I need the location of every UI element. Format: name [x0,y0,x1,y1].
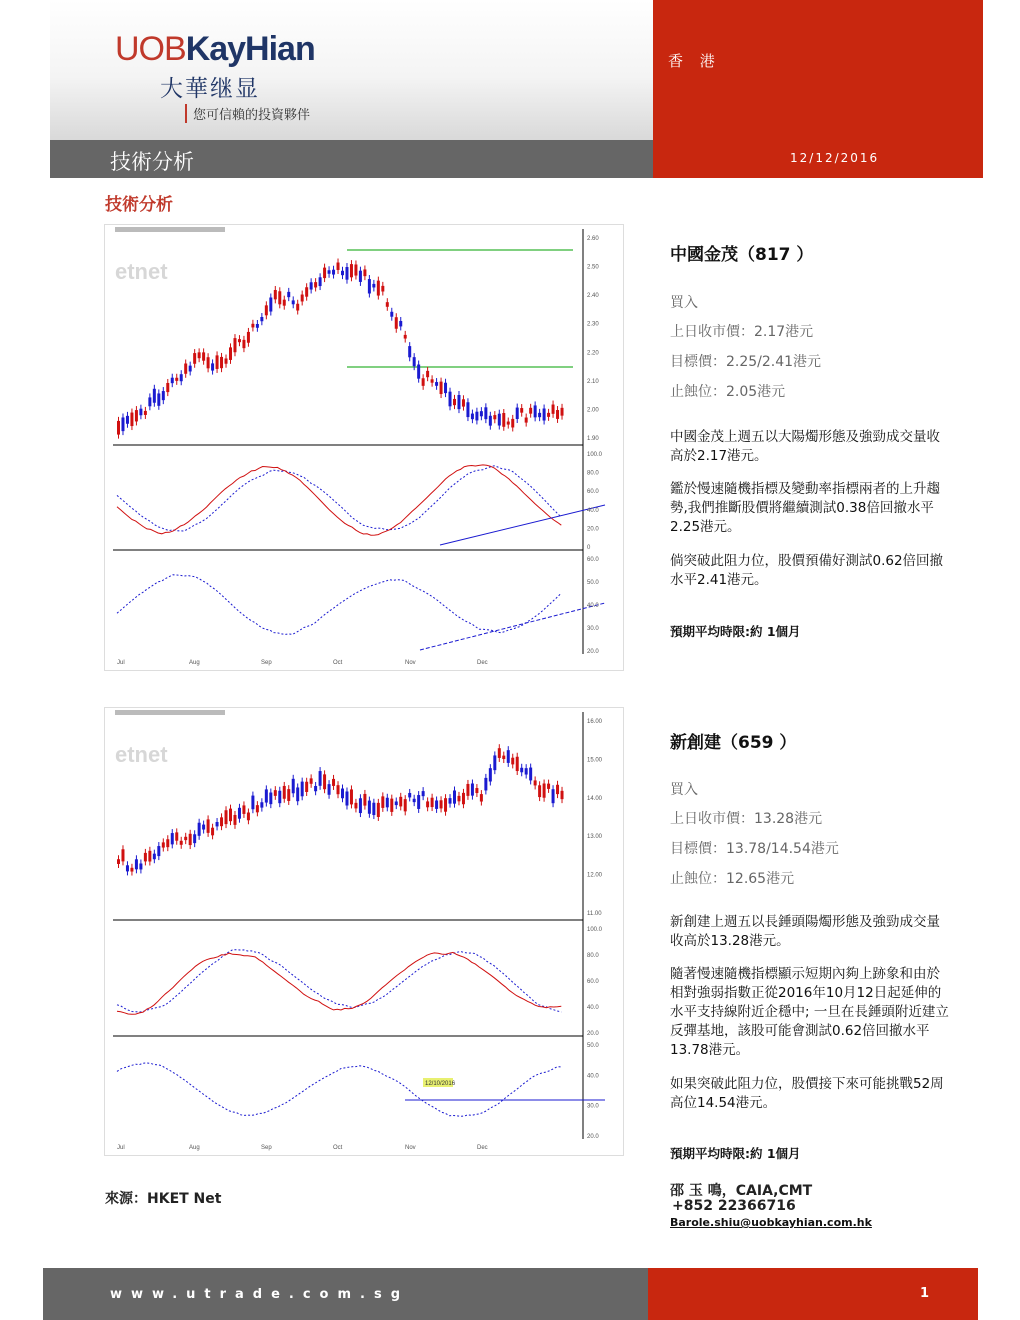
candle-body [489,416,492,426]
candle-body [484,778,487,791]
candle-body [440,382,443,394]
stock1-stop: 止蝕位：2.05港元 [670,384,786,400]
candle-body [449,392,452,407]
candle-body [301,782,304,797]
candle-body [305,782,308,792]
candle-body [323,774,326,789]
candle-body [225,358,228,363]
candle-body [480,794,483,801]
candle-body [538,785,541,797]
candle-body [121,417,124,431]
stock-chart-817 [104,224,624,671]
chart-659-svg [105,708,623,1155]
candle-body [363,794,366,806]
candle-body [466,402,469,417]
candle-body [449,798,452,804]
candle-body [547,784,550,789]
candle-body [489,768,492,781]
candle-body [247,813,250,821]
brand-uob: UOB [115,30,186,68]
candle-body [431,379,434,382]
candle-body [359,798,362,813]
candle-body [135,410,138,421]
section-title: 技術分析 [105,195,173,215]
etnet-watermark: etnet [115,742,168,767]
oscillator2-tick-label: 20.0 [587,1134,599,1140]
price-tick-label: 14.00 [587,795,603,802]
candle-body [283,300,286,306]
candle-body [287,292,290,297]
candle-body [516,757,519,771]
candle-body [148,397,151,406]
oscillator1-tick-label: 40.0 [587,507,599,514]
candle-body [144,853,147,862]
date-tick-label: Sep [261,660,272,666]
candle-body [413,799,416,802]
candle-body [319,277,322,286]
candle-body [417,365,420,379]
candle-body [368,801,371,814]
candle-body [561,791,564,799]
candle-body [502,413,505,427]
candle-body [529,768,532,781]
candle-body [426,801,429,807]
candle-body [238,808,241,819]
candle-body [238,339,241,342]
candle-body [498,748,501,758]
candle-body [462,399,465,406]
candle-body [292,779,295,793]
candle-body [498,414,501,426]
price-tick-label: 12.00 [587,872,603,879]
stochastic-k-line [117,466,561,531]
candle-body [233,338,236,352]
candle-body [404,335,407,339]
brand-kayhian: KayHian [185,30,315,68]
candle-body [193,353,196,364]
candle-body [171,833,174,844]
candle-body [269,793,272,805]
oscillator2-tick-label: 50.0 [587,1043,599,1049]
stock1-horizon: 預期平均時限:約 1個月 [670,624,801,639]
candle-body [157,846,160,856]
candle-body [265,305,268,315]
stock2-para1: 新創建上週五以長錘頭陽燭形態及強勁成交量收高於13.28港元。 [670,914,940,949]
roc-line [117,575,561,635]
candle-body [386,798,389,808]
oscillator1-tick-label: 60.0 [587,489,599,496]
candle-body [475,412,478,421]
analyst-name: 邵 玉 鳴，CAIA,CMT [670,1183,813,1199]
date-tick-label: Sep [261,1145,272,1151]
chart-817-svg [105,225,623,670]
candle-body [552,789,555,803]
candle-body [256,805,259,812]
candle-body [198,352,201,358]
candle-body [404,799,407,811]
candle-body [251,796,254,810]
candle-body [345,267,348,280]
support-trendline [420,603,605,650]
support-trendline [440,505,605,545]
candle-body [314,786,317,791]
candle-body [516,408,519,419]
candle-body [153,389,156,403]
source-note: 來源：HKET Net [105,1191,222,1207]
candle-body [184,364,187,374]
candle-body [144,411,147,415]
date-tick-label: Dec [477,660,488,666]
candle-body [135,859,138,869]
candle-body [251,324,254,328]
price-tick-label: 16.00 [587,719,603,725]
stock2-target: 目標價：13.78/14.54港元 [670,841,839,857]
candle-body [507,422,510,425]
price-tick-label: 1.90 [587,436,599,442]
candle-body [350,789,353,804]
candle-body [444,383,447,393]
date-tick-label: Aug [189,660,200,666]
candle-body [538,413,541,417]
candle-body [426,371,429,377]
candle-body [390,312,393,317]
candle-body [220,817,223,826]
candle-body [547,413,550,417]
candle-body [466,784,469,796]
candle-body [372,284,375,288]
candle-body [502,756,505,759]
header-logo-area [50,0,653,140]
date-tick-label: Aug [189,1145,200,1151]
candle-body [345,791,348,805]
stock1-para3: 倘突破此阻力位，股價預備好測試0.62倍回撤水平2.41港元。 [670,553,944,588]
candle-body [301,295,304,302]
candle-body [216,822,219,826]
chart-header-text [115,710,225,715]
candle-body [507,750,510,763]
candle-body [431,798,434,807]
stock2-para3: 如果突破此阻力位，股價接下來可能挑戰52周高位14.54港元。 [670,1076,944,1111]
candle-body [408,793,411,797]
oscillator1-tick-label: 0 [587,545,591,551]
date-tick-label: Jul [117,1145,125,1151]
oscillator1-tick-label: 40.0 [587,1005,599,1011]
candle-body [207,357,210,368]
candle-body [166,383,169,392]
candle-body [310,778,313,783]
price-tick-label: 11.00 [587,911,602,917]
candle-body [511,758,514,765]
candle-body [153,854,156,860]
date-tick-label: Nov [405,1145,416,1151]
candle-body [475,788,478,793]
page-number: 1 [920,1286,930,1301]
candle-body [162,842,165,847]
candle-body [337,263,340,270]
oscillator1-tick-label: 100.0 [587,452,603,458]
candle-body [350,264,353,277]
candle-body [511,419,514,428]
candle-body [453,399,456,405]
candle-body [305,287,308,296]
price-tick-label: 15.00 [587,757,603,764]
candle-body [117,859,120,864]
stochastic-d-line [117,465,561,535]
stochastic-k-line [117,950,561,1012]
candle-body [274,790,277,796]
candle-body [493,415,496,419]
candle-body [184,837,187,840]
oscillator2-tick-label: 40.0 [587,1073,599,1080]
candle-body [162,391,165,400]
price-tick-label: 2.40 [587,293,599,300]
candle-body [189,834,192,845]
candle-body [260,802,263,807]
candle-body [319,771,322,786]
candle-body [278,291,281,304]
candle-body [292,300,295,304]
footer-website-link[interactable]: www.utrade.com.sg [110,1287,410,1302]
brand-tagline: 您可信賴的投資夥伴 [185,104,310,123]
candle-body [283,786,286,799]
candle-body [229,347,232,360]
candle-body [552,405,555,414]
candle-body [395,317,398,329]
price-tick-label: 13.00 [587,834,603,841]
candle-body [202,825,205,830]
candle-body [332,270,335,275]
oscillator2-tick-label: 50.0 [587,580,599,586]
candle-body [381,286,384,292]
candle-body [422,378,425,386]
candle-body [462,793,465,804]
date-badge: 12/10/2016 [425,1081,456,1087]
etnet-watermark: etnet [115,259,168,284]
candle-body [242,340,245,348]
stock2-horizon: 預期平均時限:約 1個月 [670,1146,801,1161]
date-tick-label: Dec [477,1145,488,1151]
candle-body [386,302,389,307]
stock1-target: 目標價：2.25/2.41港元 [670,354,822,370]
candle-body [247,332,250,343]
price-tick-label: 2.00 [587,407,599,414]
candle-body [139,409,142,416]
date-tick-label: Oct [333,660,343,666]
oscillator1-tick-label: 20.0 [587,1031,599,1037]
candle-body [359,271,362,282]
candle-body [166,839,169,847]
candle-body [310,282,313,289]
candle-body [368,279,371,293]
stock1-title: 中國金茂（817 ） [670,245,814,265]
candle-body [377,281,380,296]
stock2-para2: 隨著慢速隨機指標顯示短期內夠上跡象和由於相對強弱指數正從2016年10月12日起延伸的水平支持線附近企穩中; 一旦在長錘頭附近建立反彈基地，該股可能會測試0.62倍回撤水平13.78港元。 [670,966,949,1058]
candle-body [198,823,201,836]
candle-body [211,363,214,370]
candle-body [395,801,398,805]
oscillator1-tick-label: 60.0 [587,979,599,985]
candle-body [422,791,425,796]
chart-header-text [115,227,225,232]
report-type-title: 技術分析 [110,150,194,174]
candle-body [130,868,133,872]
candle-body [444,798,447,812]
price-tick-label: 2.20 [587,350,599,357]
candle-body [211,828,214,836]
candle-body [193,834,196,843]
candle-body [126,416,129,424]
stock1-para1: 中國金茂上週五以大陽燭形態及強勁成交量收高於2.17港元。 [670,429,940,464]
oscillator2-tick-label: 30.0 [587,1103,599,1110]
price-tick-label: 2.30 [587,321,599,328]
candle-body [229,809,232,822]
date-tick-label: Nov [405,660,416,666]
candle-body [202,352,205,360]
candle-body [354,803,357,809]
candle-body [543,784,546,798]
candle-body [399,321,402,326]
candle-body [180,374,183,381]
candle-body [525,768,528,774]
candle-body [126,865,129,871]
candle-body [399,797,402,807]
candle-body [453,790,456,803]
candle-body [354,264,357,275]
oscillator1-tick-label: 20.0 [587,526,599,533]
roc-line [117,1063,561,1116]
candle-body [287,789,290,801]
stock-chart-659 [104,707,624,1156]
candle-body [171,378,174,383]
candle-body [207,819,210,832]
brand-chinese-name: 大華继显 [160,76,260,102]
stochastic-d-line [117,952,561,1014]
stock2-close: 上日收市價：13.28港元 [670,811,823,827]
candle-body [242,805,245,814]
candle-body [341,271,344,275]
oscillator1-tick-label: 80.0 [587,953,599,959]
candle-body [480,411,483,416]
candle-body [520,768,523,772]
candle-body [561,408,564,416]
candle-body [435,382,438,386]
candle-body [328,784,331,795]
candle-body [484,407,487,419]
price-tick-label: 2.50 [587,264,599,271]
candle-body [363,269,366,276]
candle-body [534,780,537,785]
candle-body [157,393,160,405]
candle-body [435,800,438,808]
price-tick-label: 2.10 [587,378,599,385]
candle-body [323,268,326,278]
date-tick-label: Jul [117,660,125,666]
candle-body [377,803,380,817]
candle-body [216,355,219,369]
oscillator2-tick-label: 30.0 [587,626,599,632]
candle-body [121,849,124,861]
date-tick-label: Oct [333,1145,343,1151]
candle-body [534,405,537,417]
candle-body [314,282,317,287]
candle-body [332,779,335,786]
candle-body [520,408,523,413]
candle-body [117,421,120,435]
candle-body [256,324,259,328]
candle-body [457,395,460,409]
candle-body [471,784,474,796]
candle-body [381,796,384,808]
candle-body [189,366,192,372]
candle-body [457,796,460,801]
oscillator2-tick-label: 40.0 [587,603,599,609]
price-tick-label: 2.60 [587,236,599,242]
analyst-email-link[interactable]: Barole.shiu@uobkayhian.com.hk [670,1216,872,1229]
candle-body [175,832,178,840]
candle-body [341,789,344,799]
brand-logo [115,30,315,69]
stock2-title: 新創建（659 ） [670,733,797,753]
candle-body [130,413,133,426]
candle-body [278,791,281,803]
candle-body [556,410,559,419]
candle-body [233,815,236,825]
candle-body [417,795,420,809]
candle-body [274,290,277,299]
stock1-close: 上日收市價：2.17港元 [670,324,814,340]
candle-body [408,346,411,357]
report-date: 12/12/2016 [790,151,880,165]
candle-body [296,787,299,801]
oscillator1-tick-label: 100.0 [587,927,603,933]
candle-body [543,409,546,421]
analyst-phone: +852 22366716 [672,1198,796,1214]
oscillator1-tick-label: 80.0 [587,470,599,477]
candle-body [139,863,142,869]
candle-body [556,785,559,794]
oscillator2-tick-label: 20.0 [587,649,599,655]
candle-body [220,357,223,368]
oscillator2-tick-label: 60.0 [587,557,599,563]
candle-body [390,799,393,812]
stock2-stop: 止蝕位：12.65港元 [670,871,795,887]
stock2-rating: 買入 [670,782,698,798]
candle-body [440,800,443,808]
candle-body [372,803,375,815]
candle-body [148,851,151,862]
stock1-para2: 鑑於慢速隨機指標及變動率指標兩者的上升趨勢,我們推斷股價將繼續測試0.38倍回撤水平2.25港元。 [670,481,940,535]
candle-body [260,317,263,321]
candle-body [175,378,178,381]
candle-body [180,841,183,845]
candle-body [296,304,299,311]
candle-body [265,789,268,802]
region-label: 香 港 [668,52,721,70]
candle-body [471,414,474,420]
candle-body [529,408,532,414]
candle-body [225,810,228,824]
candle-body [413,357,416,366]
candle-body [328,270,331,273]
stock1-rating: 買入 [670,295,698,311]
candle-body [269,298,272,312]
candle-body [493,755,496,770]
candle-body [525,418,528,423]
candle-body [337,785,340,794]
